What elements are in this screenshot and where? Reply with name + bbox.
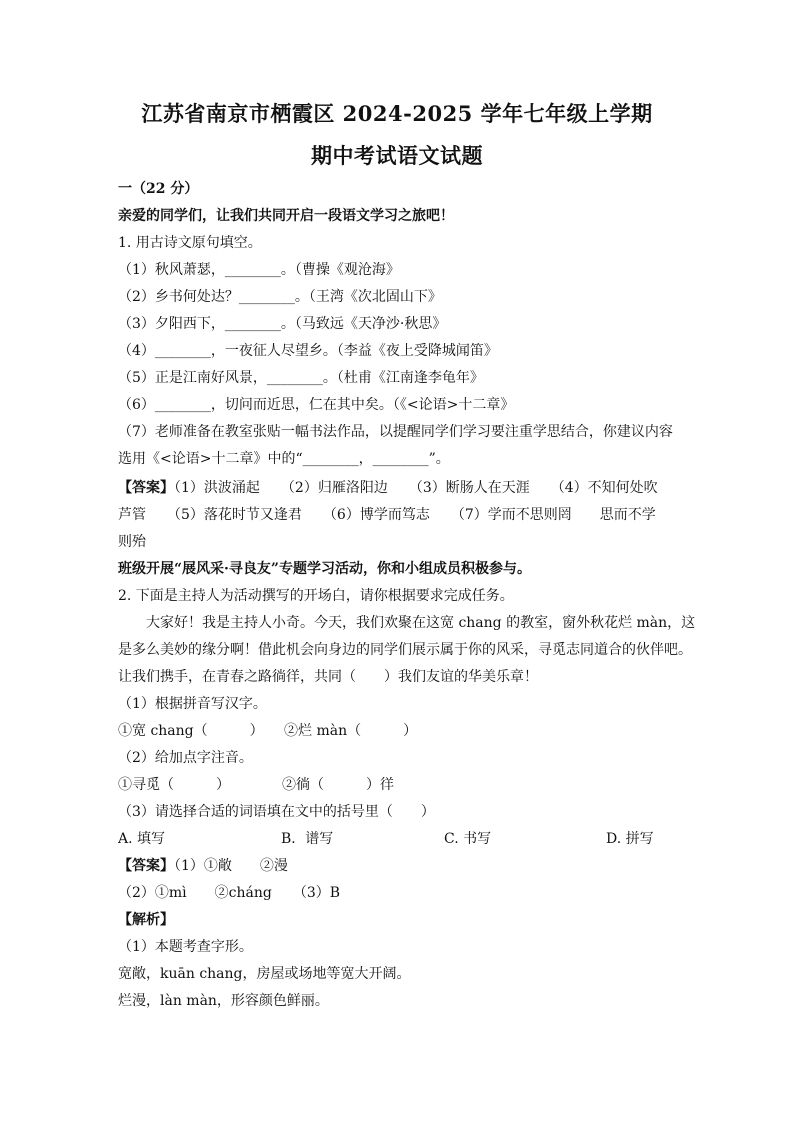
- q2-answer: [118, 858, 288, 874]
- page-title: 江苏省南京市栖霞区 2024-2025 学年七年级上学期: [141, 101, 653, 126]
- q1-item-5: （5）正是江南好风景，________。（杜甫《江南逢李龟年》: [118, 370, 484, 386]
- q1-item-3: （3）夕阳西下，________。（马致远《天净沙·秋思》: [118, 316, 447, 332]
- q1-answer-line3: 则殆: [118, 534, 146, 550]
- q2-sub1-a: ①宽 chang（ ）: [118, 723, 264, 739]
- q2-passage-line1: 大家好！我是主持人小奇。今天，我们欢聚在这宽 chang 的教室，窗外秋花烂 màn，这: [146, 615, 696, 631]
- q2-sub1-b: ②烂 màn（ ）: [284, 723, 418, 739]
- q1-item-6: （6）________，切问而近思，仁在其中矣。（《<论语>十二章》: [118, 397, 515, 413]
- section-intro: 亲爱的同学们，让我们共同开启一段语文学习之旅吧！: [118, 208, 454, 224]
- answer-label: 【答案】: [118, 480, 174, 496]
- q1-stem: 1. 用古诗文原句填空。: [118, 235, 262, 251]
- q2-option-d: D. 拼写: [606, 831, 654, 847]
- q2-sub2-b: ②徜（ ）徉: [282, 777, 394, 793]
- q2-sub3: （3）请选择合适的词语填在文中的括号里（ ）: [118, 804, 435, 820]
- q1-answer-line1: （1）洪波涌起 （2）归雁洛阳边 （3）断肠人在天涯 （4）不知何处吹: [174, 480, 658, 496]
- q2-answer-line2: （2）①mì ②cháng （3）B: [118, 885, 341, 901]
- q1-item-2: （2）乡书何处达？________。（王湾《次北固山下》: [118, 289, 442, 305]
- q1-answer-line2: 芦管 （5）落花时节又逢君 （6）博学而笃志 （7）学而不思则罔 思而不学: [118, 507, 656, 523]
- analysis-line1: （1）本题考查字形。: [118, 939, 253, 955]
- q2-option-c: C. 书写: [444, 831, 492, 847]
- q2-answer-line1: （1）①敞 ②漫: [174, 858, 288, 874]
- q1-answer: [118, 480, 658, 496]
- q2-option-a: A. 填写: [118, 831, 166, 847]
- q2-passage-line3: 让我们携手，在青春之路徜徉，共同（ ）我们友谊的华美乐章！: [118, 669, 538, 685]
- q2-sub2: （2）给加点字注音。: [118, 750, 253, 766]
- analysis-line3: 烂漫，làn màn，形容颜色鲜丽。: [118, 993, 329, 1009]
- q2-option-b: B．谱写: [281, 831, 334, 847]
- activity-intro: 班级开展“展风采·寻良友”专题学习活动，你和小组成员积极参与。: [118, 561, 531, 577]
- answer-label: 【答案】: [118, 858, 174, 874]
- q1-item-4: （4）________，一夜征人尽望乡。（李益《夜上受降城闻笛》: [118, 343, 498, 359]
- analysis-line2: 宽敞，kuān chang，房屋或场地等宽大开阔。: [118, 966, 411, 982]
- q2-stem: 2. 下面是主持人为活动撰写的开场白，请你根据要求完成任务。: [118, 588, 514, 604]
- section-header: 一（22 分）: [118, 181, 199, 197]
- q2-sub2-a: ①寻觅（ ）: [118, 777, 230, 793]
- q1-item-1: （1）秋风萧瑟，________。（曹操《观沧海》: [118, 262, 400, 278]
- q1-item-7b: 选用《<论语>十二章》中的“________，________”。: [118, 451, 450, 467]
- q2-sub1: （1）根据拼音写汉字。: [118, 696, 267, 712]
- q1-item-7a: （7）老师准备在教室张贴一幅书法作品，以提醒同学们学习要注重学思结合，你建议内容: [118, 424, 673, 440]
- page-subtitle: 期中考试语文试题: [311, 143, 483, 168]
- analysis-label: 【解析】: [118, 912, 174, 928]
- q2-passage-line2: 是多么美妙的缘分啊！借此机会向身边的同学们展示属于你的风采，寻觅志同道合的伙伴吧。: [118, 642, 692, 658]
